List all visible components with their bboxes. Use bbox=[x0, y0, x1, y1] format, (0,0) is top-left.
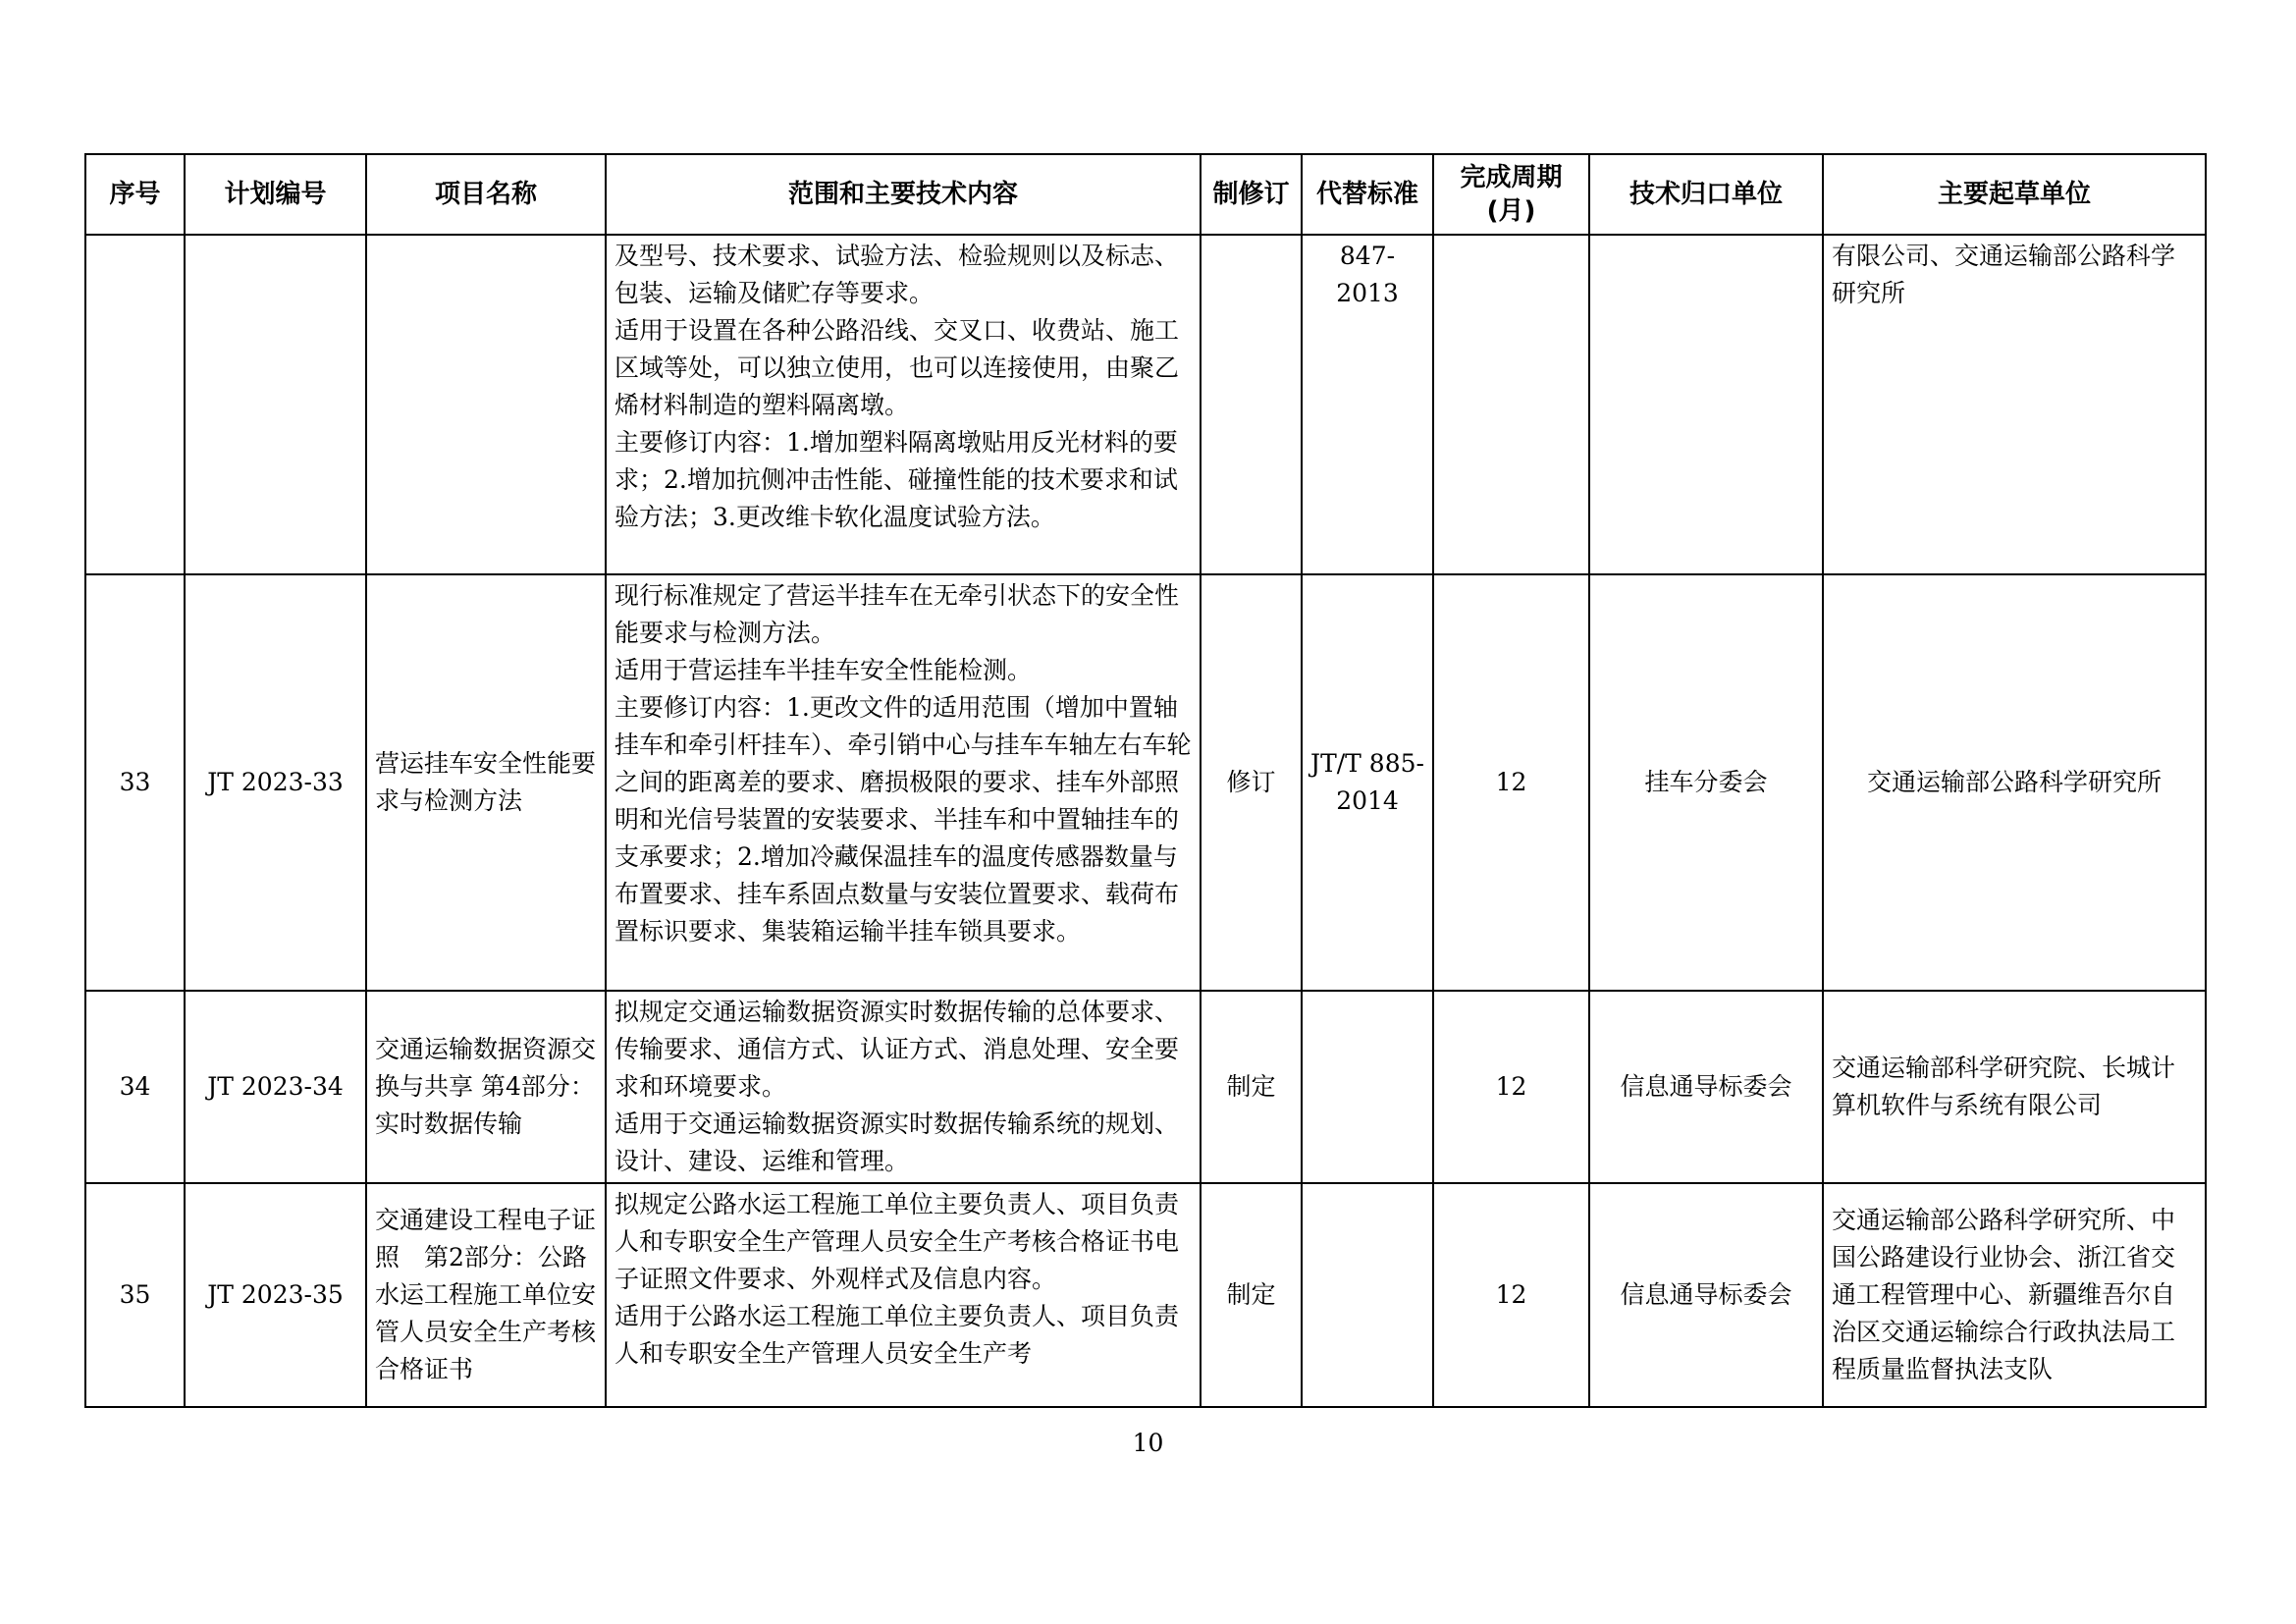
cell-plan-no: JT 2023-34 bbox=[185, 991, 366, 1183]
cell-replace: 847-2013 bbox=[1302, 235, 1433, 574]
page-number: 10 bbox=[1132, 1429, 1164, 1457]
header-type: 制修订 bbox=[1201, 154, 1302, 235]
cell-project-name bbox=[366, 235, 606, 574]
cell-period: 12 bbox=[1433, 574, 1589, 991]
cell-plan-no bbox=[185, 235, 366, 574]
content-paragraph: 拟规定交通运输数据资源实时数据传输的总体要求、传输要求、通信方式、认证方式、消息处理、安全要求和环境要求。 bbox=[614, 998, 1180, 1101]
header-drafter: 主要起草单位 bbox=[1823, 154, 2206, 235]
cell-type: 制定 bbox=[1201, 991, 1302, 1183]
cell-tc: 信息通导标委会 bbox=[1589, 1183, 1823, 1407]
header-content: 范围和主要技术内容 bbox=[606, 154, 1201, 235]
cell-plan-no: JT 2023-35 bbox=[185, 1183, 366, 1407]
cell-tc bbox=[1589, 235, 1823, 574]
cell-tc: 挂车分委会 bbox=[1589, 574, 1823, 991]
header-project-name: 项目名称 bbox=[366, 154, 606, 235]
content-paragraph: 适用于营运挂车半挂车安全性能检测。 bbox=[614, 656, 1033, 684]
header-seq: 序号 bbox=[85, 154, 185, 235]
cell-drafter: 交通运输部科学研究院、长城计算机软件与系统有限公司 bbox=[1823, 991, 2206, 1183]
cell-period: 12 bbox=[1433, 1183, 1589, 1407]
table-header-row bbox=[85, 154, 2206, 235]
table-row bbox=[85, 235, 2206, 574]
cell-project-name: 交通运输数据资源交换与共享 第4部分：实时数据传输 bbox=[366, 991, 606, 1183]
table-row bbox=[85, 574, 2206, 991]
cell-type bbox=[1201, 235, 1302, 574]
content-paragraph: 主要修订内容：1.增加塑料隔离墩贴用反光材料的要求；2.增加抗侧冲击性能、碰撞性能的技术要求和试验方法；3.更改维卡软化温度试验方法。 bbox=[614, 428, 1178, 531]
standards-plan-table bbox=[84, 153, 2207, 1408]
cell-plan-no: JT 2023-33 bbox=[185, 574, 366, 991]
cell-drafter: 交通运输部公路科学研究所 bbox=[1823, 574, 2206, 991]
content-paragraph: 适用于交通运输数据资源实时数据传输系统的规划、设计、建设、运维和管理。 bbox=[614, 1110, 1180, 1175]
cell-project-name: 交通建设工程电子证照 第2部分：公路水运工程施工单位安管人员安全生产考核合格证书 bbox=[366, 1183, 606, 1407]
cell-replace bbox=[1302, 991, 1433, 1183]
cell-period bbox=[1433, 235, 1589, 574]
cell-seq: 33 bbox=[85, 574, 185, 991]
cell-drafter: 交通运输部公路科学研究所、中国公路建设行业协会、浙江省交通工程管理中心、新疆维吾尔自治区交通运输综合行政执法局工程质量监督执法支队 bbox=[1823, 1183, 2206, 1407]
cell-content bbox=[606, 991, 1201, 1183]
header-replace: 代替标准 bbox=[1302, 154, 1433, 235]
cell-tc: 信息通导标委会 bbox=[1589, 991, 1823, 1183]
cell-replace: JT/T 885-2014 bbox=[1302, 574, 1433, 991]
content-paragraph: 主要修订内容：1.更改文件的适用范围（增加中置轴挂车和牵引杆挂车）、牵引销中心与挂车车轴左右车轮之间的距离差的要求、磨损极限的要求、挂车外部照明和光信号装置的安装要求、半挂车和中置轴挂车的支承要求；2.增加冷藏保温挂车的温度传感器数量与布置要求、挂车系固点数量与安装位置要求、载荷布置标识要求、集装箱运输半挂车锁具要求。 bbox=[614, 693, 1192, 946]
table-row bbox=[85, 1183, 2206, 1407]
cell-type: 修订 bbox=[1201, 574, 1302, 991]
cell-content bbox=[606, 235, 1201, 574]
content-paragraph: 拟规定公路水运工程施工单位主要负责人、项目负责人和专职安全生产管理人员安全生产考核合格证书电子证照文件要求、外观样式及信息内容。 bbox=[614, 1190, 1180, 1293]
cell-type: 制定 bbox=[1201, 1183, 1302, 1407]
cell-content bbox=[606, 574, 1201, 991]
header-period: 完成周期(月) bbox=[1433, 154, 1589, 235]
content-paragraph: 适用于公路水运工程施工单位主要负责人、项目负责人和专职安全生产管理人员安全生产考 bbox=[614, 1302, 1180, 1368]
cell-replace bbox=[1302, 1183, 1433, 1407]
cell-project-name: 营运挂车安全性能要求与检测方法 bbox=[366, 574, 606, 991]
header-plan-no: 计划编号 bbox=[185, 154, 366, 235]
content-paragraph: 现行标准规定了营运半挂车在无牵引状态下的安全性能要求与检测方法。 bbox=[614, 581, 1180, 647]
cell-content bbox=[606, 1183, 1201, 1407]
content-paragraph: 及型号、技术要求、试验方法、检验规则以及标志、包装、运输及储贮存等要求。 bbox=[614, 242, 1180, 307]
table-row bbox=[85, 991, 2206, 1183]
cell-period: 12 bbox=[1433, 991, 1589, 1183]
cell-seq: 35 bbox=[85, 1183, 185, 1407]
content-paragraph: 适用于设置在各种公路沿线、交叉口、收费站、施工区域等处，可以独立使用，也可以连接使用，由聚乙烯材料制造的塑料隔离墩。 bbox=[614, 316, 1180, 419]
cell-drafter: 有限公司、交通运输部公路科学研究所 bbox=[1823, 235, 2206, 574]
cell-seq: 34 bbox=[85, 991, 185, 1183]
cell-seq bbox=[85, 235, 185, 574]
header-tc: 技术归口单位 bbox=[1589, 154, 1823, 235]
